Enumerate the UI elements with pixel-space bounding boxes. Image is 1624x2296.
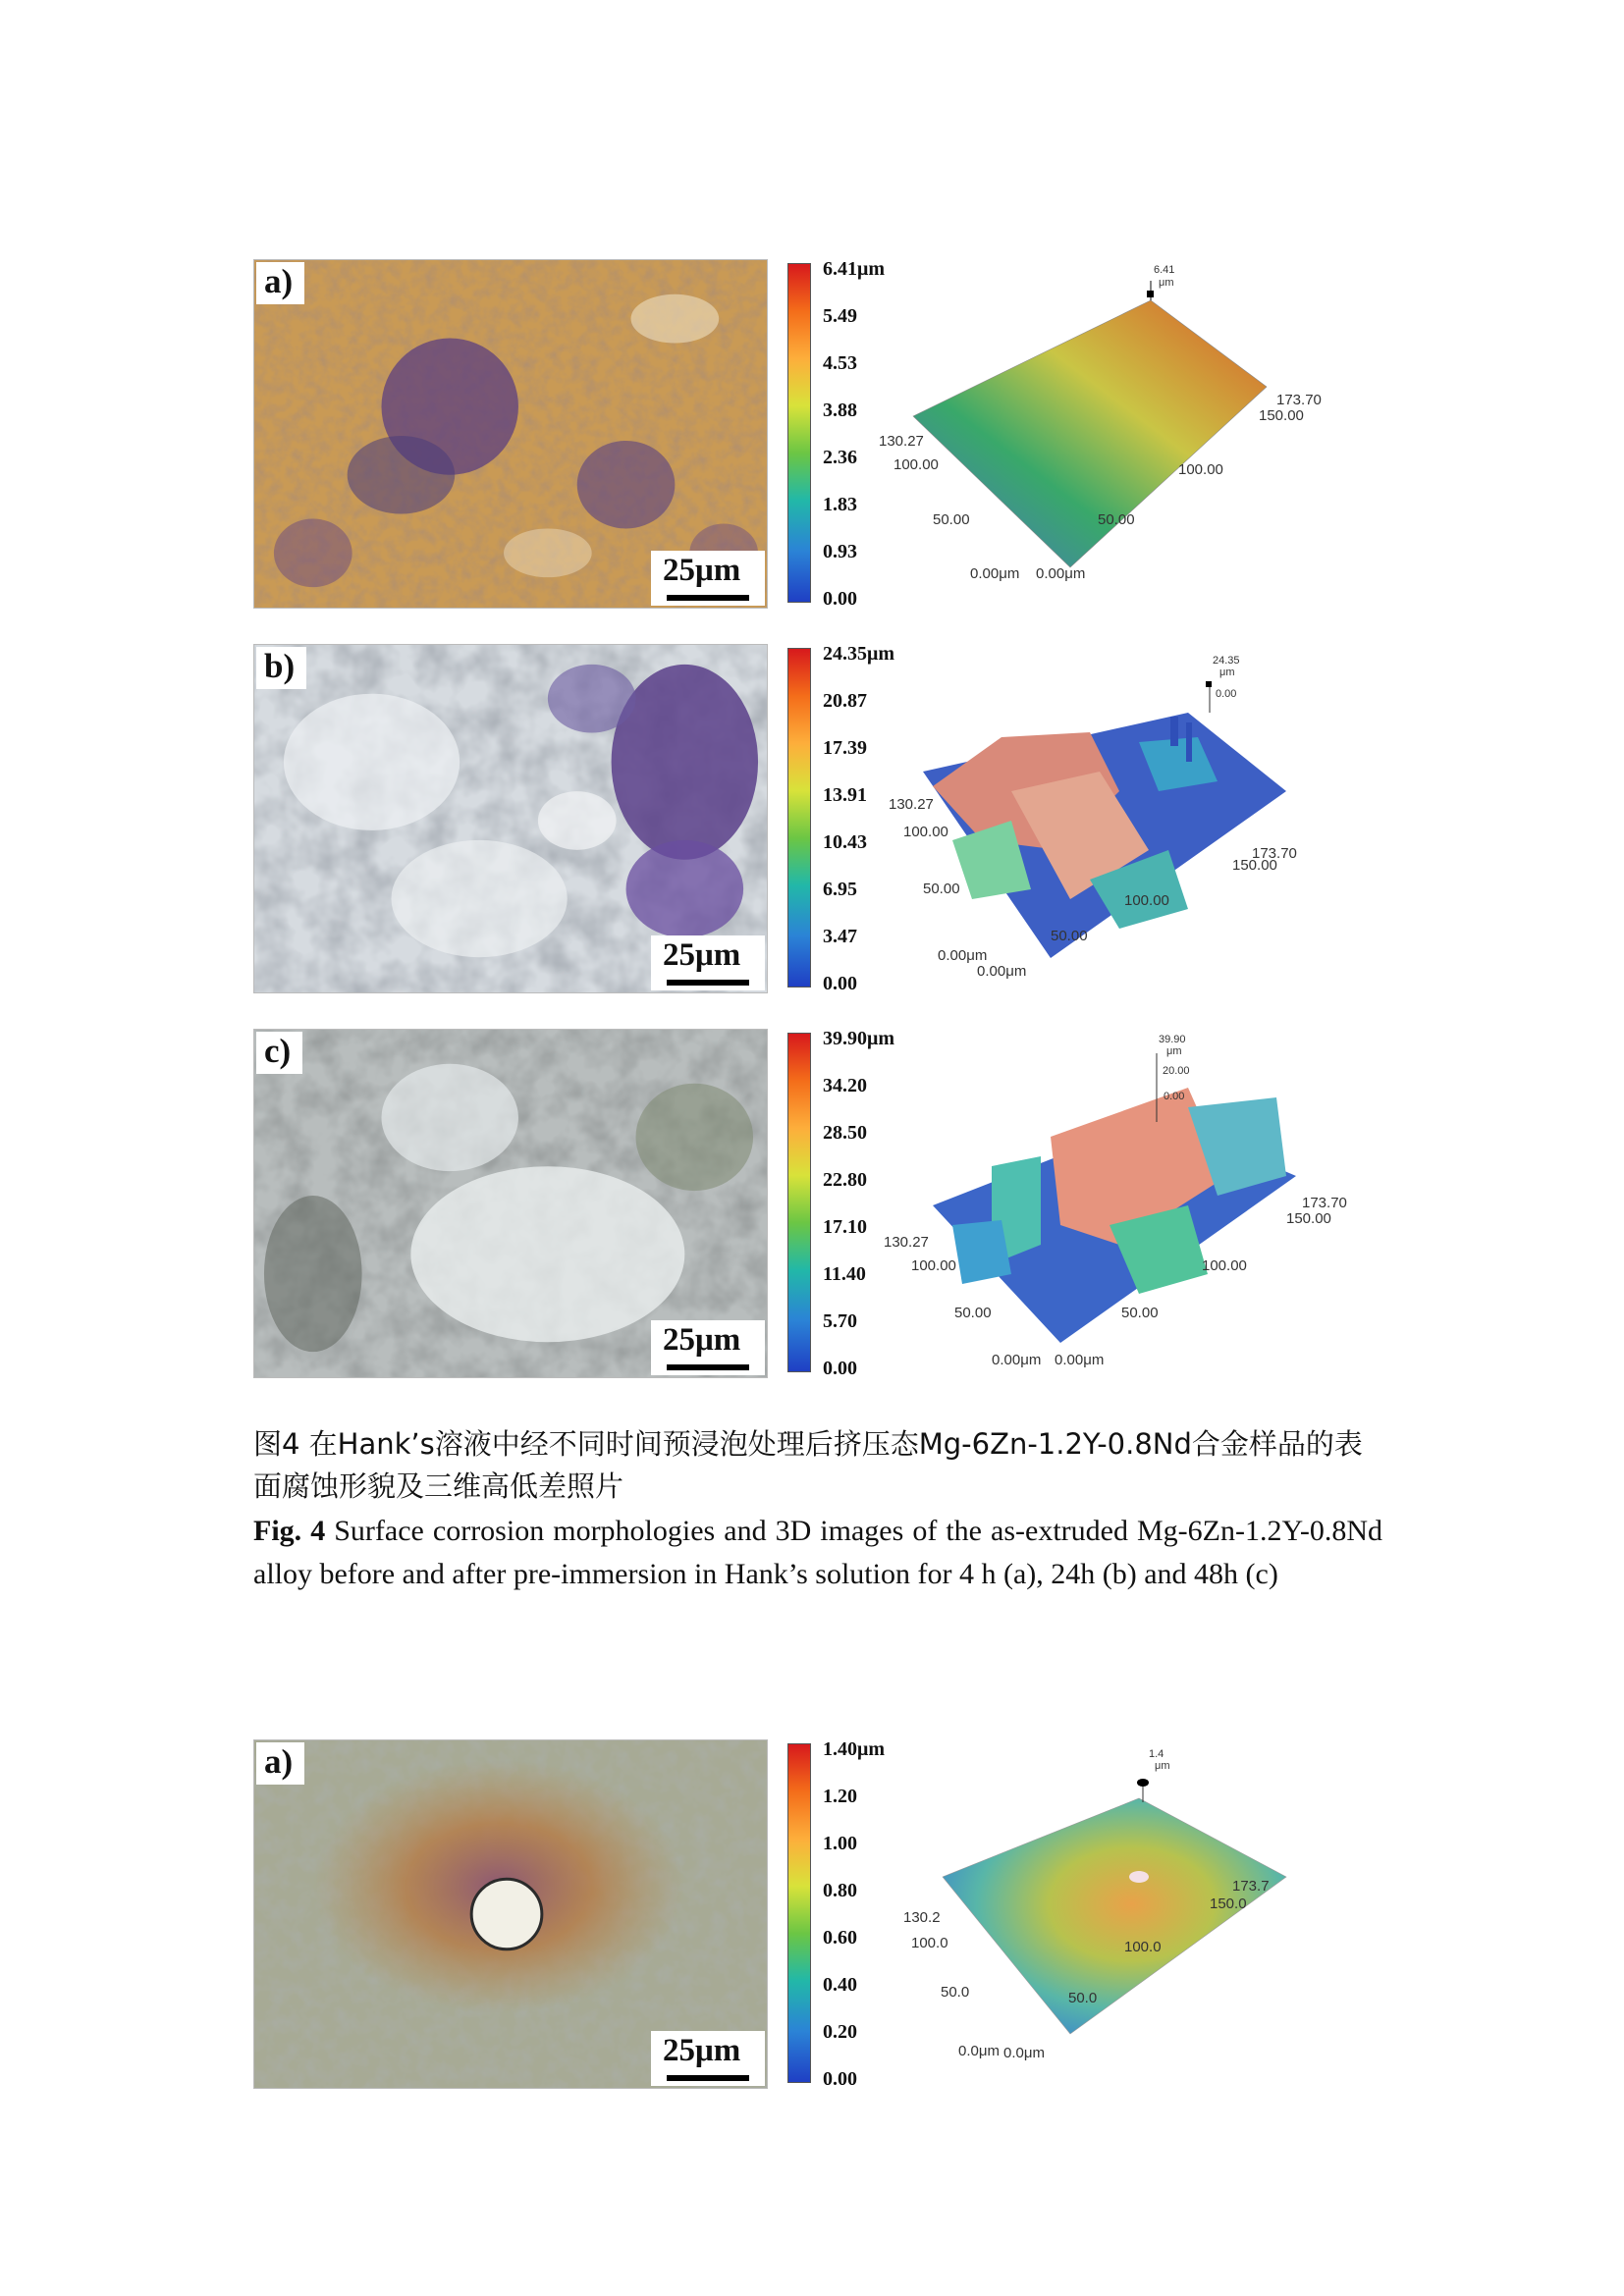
colorbar-tick: 1.40μm [823, 1738, 885, 1760]
scale-bar-line [667, 2075, 749, 2081]
y-tick-label: 100.00 [911, 1257, 956, 1274]
colorbar-tick: 11.40 [823, 1263, 866, 1285]
colorbar-tick: 22.80 [823, 1169, 867, 1191]
peak-unit-label: μm [1219, 667, 1235, 678]
scale-bar [651, 935, 765, 990]
scale-bar-label: 25μm [663, 553, 741, 588]
colorbar-tick: 5.70 [823, 1310, 857, 1332]
scale-bar [651, 1320, 765, 1375]
x-origin-label: 0.00μm [977, 963, 1027, 980]
colorbar-tick: 0.00 [823, 1358, 857, 1379]
figure-caption-chinese: 图4 在Hank’s溶液中经不同时间预浸泡处理后挤压态Mg-6Zn-1.2Y-0.8Nd合金样品的表面腐蚀形貌及三维高低差照片 [253, 1427, 1363, 1503]
x-tick-label: 100.00 [1202, 1257, 1247, 1274]
y-tick-label: 50.00 [933, 511, 970, 528]
figure-panel-c [253, 1029, 1382, 1382]
x-max-label: 173.7 [1232, 1878, 1270, 1895]
colorbar-tick: 17.39 [823, 737, 867, 759]
x-tick-label: 50.00 [1051, 928, 1088, 944]
peak-unit-label: μm [1155, 1760, 1170, 1772]
x-tick-label: 100.00 [1178, 461, 1223, 478]
colorbar-tick: 10.43 [823, 831, 867, 853]
colorbar-tick: 2.36 [823, 447, 857, 468]
panel-label: a) [256, 262, 304, 304]
x-tick-label: 50.00 [1121, 1305, 1159, 1321]
surface-3d-plot [884, 1029, 1382, 1378]
micrograph-image [253, 259, 768, 609]
x-origin-label: 0.0μm [1003, 2045, 1045, 2061]
peak-unit-label: μm [1159, 277, 1174, 289]
figure-panel-a [253, 259, 1382, 613]
x-tick-label: 150.00 [1286, 1210, 1331, 1227]
z-zero-label: 0.00 [1164, 1091, 1185, 1102]
colorbar-tick: 0.93 [823, 541, 857, 562]
colorbar-tick: 1.00 [823, 1833, 857, 1854]
scale-bar-line [667, 980, 749, 986]
colorbar-tick: 39.90μm [823, 1028, 894, 1049]
peak-unit-label: μm [1166, 1045, 1182, 1057]
x-tick-label: 50.00 [1098, 511, 1135, 528]
z-zero-label: 0.00 [1216, 688, 1237, 700]
scale-bar-label: 25μm [663, 1322, 741, 1358]
colorbar-tick: 0.40 [823, 1974, 857, 1996]
colorbar-tick: 0.00 [823, 973, 857, 994]
y-origin-label: 0.00μm [992, 1352, 1042, 1368]
colorbar-tick: 0.00 [823, 2068, 857, 2090]
x-tick-label: 100.00 [1124, 892, 1169, 909]
figure-caption-text: Surface corrosion morphologies and 3D images of the as-extruded Mg-6Zn-1.2Y-0.8Nd alloy before and after pre-immersion in Hank’s solution for 4 h (a), 24h (b) and 48h (c) [253, 1515, 1382, 1590]
scale-bar-label: 25μm [663, 937, 741, 973]
y-max-label: 130.27 [884, 1234, 929, 1251]
peak-value-label: 1.4 [1149, 1748, 1164, 1760]
micrograph-image [253, 1029, 768, 1378]
colorbar-tick: 4.53 [823, 352, 857, 374]
x-origin-label: 0.00μm [1055, 1352, 1105, 1368]
colorbar-tick: 28.50 [823, 1122, 867, 1144]
height-colorbar [787, 1033, 811, 1372]
colorbar-tick: 0.00 [823, 588, 857, 610]
colorbar-tick: 34.20 [823, 1075, 867, 1096]
y-tick-label: 50.00 [954, 1305, 992, 1321]
colorbar-tick: 20.87 [823, 690, 867, 712]
surface-3d-plot [893, 1739, 1382, 2089]
x-tick-label: 150.0 [1210, 1896, 1247, 1912]
y-tick-label: 50.0 [941, 1984, 970, 2001]
colorbar-tick: 0.60 [823, 1927, 857, 1949]
y-tick-label: 100.00 [893, 456, 939, 473]
scale-bar-label: 25μm [663, 2033, 741, 2068]
micrograph-image [253, 644, 768, 993]
y-tick-label: 100.0 [911, 1935, 948, 1951]
surface-3d-plot [889, 644, 1382, 993]
figure-number: Fig. 4 [253, 1515, 326, 1547]
y-max-label: 130.2 [903, 1909, 941, 1926]
z-mid-label: 20.00 [1163, 1065, 1190, 1077]
peak-value-label: 39.90 [1159, 1034, 1186, 1045]
scale-bar-line [667, 1364, 749, 1370]
scale-bar-line [667, 595, 749, 601]
x-tick-label: 150.00 [1259, 407, 1304, 424]
y-origin-label: 0.0μm [958, 2043, 1000, 2059]
y-tick-label: 50.00 [923, 881, 960, 897]
colorbar-tick: 1.83 [823, 494, 857, 515]
x-max-label: 173.70 [1302, 1195, 1347, 1211]
scale-bar [651, 2031, 765, 2086]
micrograph-image [253, 1739, 768, 2089]
y-origin-label: 0.00μm [938, 947, 988, 964]
y-origin-label: 0.00μm [970, 565, 1020, 582]
figure-panel-a-next [253, 1739, 1382, 2093]
colorbar-tick: 5.49 [823, 305, 857, 327]
colorbar-tick: 3.47 [823, 926, 857, 947]
colorbar-tick: 3.88 [823, 400, 857, 421]
colorbar-tick: 6.95 [823, 879, 857, 900]
figure-caption-english [253, 1510, 1382, 1596]
height-colorbar [787, 263, 811, 603]
figure-panel-b [253, 644, 1382, 997]
colorbar-tick: 0.80 [823, 1880, 857, 1901]
colorbar-tick: 24.35μm [823, 643, 894, 665]
x-tick-label: 50.0 [1068, 1990, 1098, 2006]
colorbar-tick: 17.10 [823, 1216, 867, 1238]
height-colorbar [787, 1743, 811, 2083]
panel-label: c) [256, 1032, 302, 1074]
y-tick-label: 100.00 [903, 824, 948, 840]
height-colorbar [787, 648, 811, 988]
colorbar-tick: 6.41μm [823, 258, 885, 280]
colorbar-tick: 1.20 [823, 1786, 857, 1807]
surface-3d-plot [879, 259, 1382, 609]
panel-label: b) [256, 647, 306, 689]
scale-bar [651, 551, 765, 606]
x-origin-label: 0.00μm [1036, 565, 1086, 582]
peak-value-label: 6.41 [1154, 264, 1175, 276]
x-tick-label: 150.00 [1232, 857, 1277, 874]
y-max-label: 130.27 [889, 796, 934, 813]
panel-label: a) [256, 1742, 304, 1785]
colorbar-tick: 13.91 [823, 784, 867, 806]
x-tick-label: 100.0 [1124, 1939, 1162, 1955]
peak-value-label: 24.35 [1213, 655, 1240, 667]
y-max-label: 130.27 [879, 433, 924, 450]
colorbar-tick: 0.20 [823, 2021, 857, 2043]
x-max-label: 173.70 [1252, 845, 1297, 862]
x-max-label: 173.70 [1276, 392, 1322, 408]
